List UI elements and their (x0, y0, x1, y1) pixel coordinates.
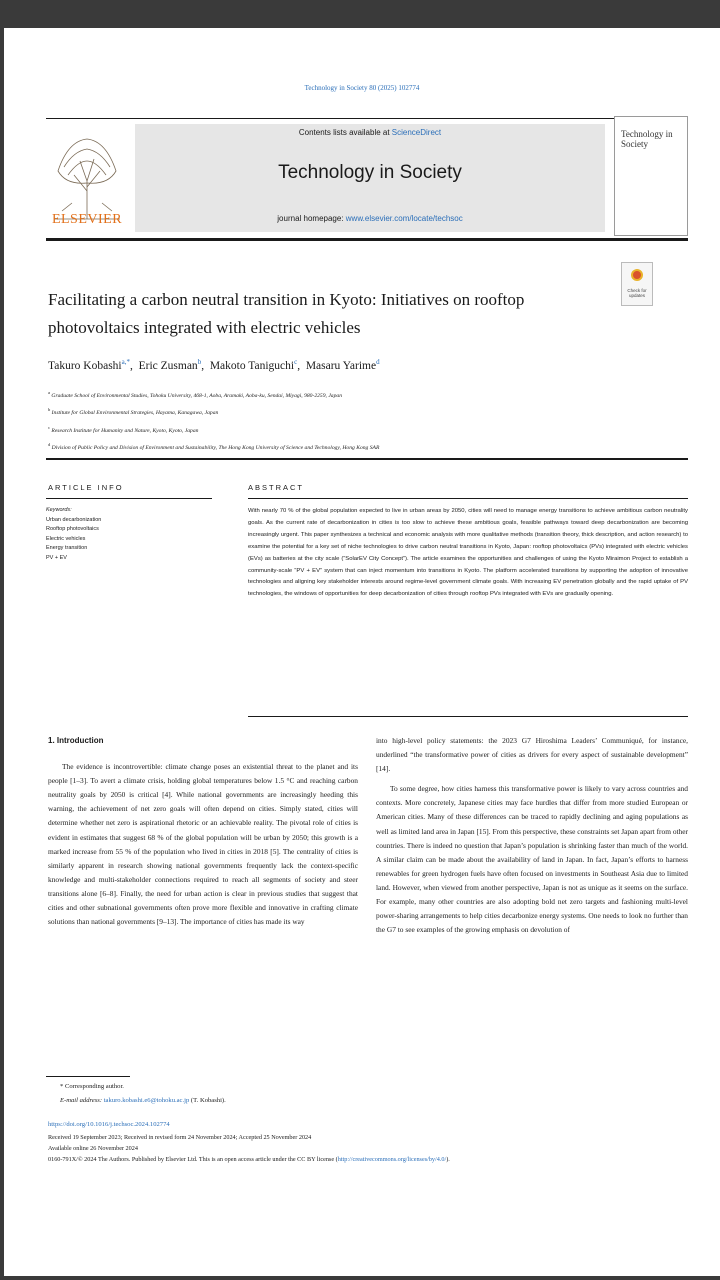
abstract-rule (248, 498, 688, 499)
viewer-bottom-bar (0, 1276, 720, 1280)
author-name: Takuro Kobashi (48, 359, 122, 372)
affiliation-rule (46, 458, 688, 460)
keyword: Electric vehicles (46, 535, 86, 542)
author-affiliation-link[interactable]: c (294, 358, 298, 366)
affiliation (48, 386, 688, 403)
footnotes (48, 1080, 688, 1165)
contents-prefix: Contents lists available at (298, 128, 392, 137)
keyword: PV + EV (46, 554, 67, 561)
available-online: Available online 26 November 2024 (48, 1145, 138, 1152)
check-updates-label: Check for updates (627, 288, 647, 298)
check-for-updates-badge[interactable] (621, 262, 653, 306)
affiliation-list (48, 386, 688, 455)
article-info-rule (46, 498, 212, 499)
keywords-box (46, 506, 212, 563)
copyright-end: ). (446, 1156, 450, 1163)
intro-right-column (376, 734, 688, 937)
received-dates: Received 19 September 2023; Received in revised form 24 November 2024; Accepted 25 November 2024 (48, 1134, 312, 1141)
email-link[interactable]: takuro.kobashi.e6@tohoku.ac.jp (103, 1097, 190, 1104)
cover-title: Technology in Society (621, 129, 673, 149)
elsevier-wordmark: ELSEVIER (51, 212, 123, 227)
email-label: E-mail address: (60, 1097, 103, 1104)
sciencedirect-link[interactable]: ScienceDirect (391, 128, 442, 137)
article-title: Facilitating a carbon neutral transition in Kyoto: Initiatives on rooftop photovoltaics integrated with electric vehicles (48, 290, 525, 337)
corresponding-note (48, 1080, 688, 1094)
affiliation-text: Research Institute for Humanity and Nature, Kyoto, Kyoto, Japan (51, 427, 199, 434)
affiliation-marker: d (48, 442, 51, 448)
intro-left-column (48, 734, 358, 929)
affiliation-text: Graduate School of Environmental Studies, Tohoku University, 468-1, Aoba, Aramaki, Aoba-ku, Sendai, Miyagi, 980-2259, Japan (51, 392, 342, 399)
author-name: Eric Zusman (138, 359, 198, 372)
keywords-label: Keywords: (46, 507, 72, 513)
affiliation (48, 421, 688, 438)
contents-line (135, 128, 605, 137)
homepage-prefix: journal homepage: (277, 214, 346, 223)
author-affiliation-link[interactable]: a,* (121, 358, 130, 366)
viewer-top-bar (0, 0, 720, 28)
journal-banner (135, 124, 605, 232)
article-info-heading: ARTICLE INFO (48, 483, 124, 492)
affiliation (48, 403, 688, 420)
keyword: Urban decarbonization (46, 516, 102, 523)
header-rule-top (46, 118, 688, 119)
author-affiliation-link[interactable]: d (376, 358, 380, 366)
license-link[interactable]: http://creativecommons.org/licenses/by/4.0/ (337, 1156, 447, 1163)
abstract-text: With nearly 70 % of the global population expected to live in urban areas by 2050, cities will need to manage energy transitions to achieve ambitious carbon neutrality goals. As the current rate of decarbonization in cities is too slow to achieve these ambitious goals, feasible pathways toward deep decarbonization are becoming increasingly urgent. This paper synthesizes a technical and economic analysis with more qualitative methods (transition theory, thick description, and action research) to examine the potential for a key set of niche technologies to drive carbon neutral transitions in Kyoto, Japan: rooftop photovoltaics (PVs) integrated with electric vehicles (EVs) as batteries at the city scale (“SolarEV City Concept”). The article examines the opportunities and challenges of using the Kyoto Miraimon Project to establish a community-scale “PV + EV” system that can inject momentum into transitions in Kyoto. The platform accelerated transitions by supporting the adoption of innovative technologies and aligning key stakeholder interests around regime-level government climate goals. With increasing EV penetration globally and the rapid uptake of PV technologies, the windows of opportunities for deep decarbonization of cities through rooftop PVs integrated with EVs are gradually opening. (248, 508, 688, 598)
homepage-line (135, 214, 605, 223)
journal-reference[interactable]: Technology in Society 80 (2025) 102774 (304, 84, 420, 92)
check-updates-icon (631, 269, 643, 281)
header-rule-bottom (46, 238, 688, 241)
email-note (48, 1094, 688, 1108)
keyword: Rooftop photovoltaics (46, 526, 99, 532)
abstract-heading: ABSTRACT (248, 483, 305, 492)
author-name: Makoto Taniguchi (209, 359, 295, 372)
document-page (4, 28, 720, 1276)
affiliation-marker: a (48, 390, 50, 395)
paragraph: The evidence is incontrovertible: climate change poses an existential threat to the planet and its people [1–3]. To avert a climate crisis, holding global temperatures below 1.5 °C and reaching carbon neutrality goals by 2050 is critical [4]. While national governments are increasingly heeding this warning, the achievement of net zero goals will often depend on cities. Simply stated, cities will determine whether net zero is aspirational rhetoric or an achievable reality. The pivotal role of cities is evident in estimates that suggest 68 % of the global population will be urban by 2050; this growth is a marked increase from 55 % of the population who lived in cities in 2018 [5]. The centrality of cities is similarly apparent in research showing national governments frequently lack the context-specific knowledge and multi-stakeholder connections required to reach all segments of society and steer transitions alone [6–8]. Finally, the need for urban action is clear in previous studies that suggest that cities and other subnational governments often prove more flexible and innovative in crafting climate solutions than national governments [9–13]. The importance of cities has made its way (48, 762, 358, 927)
author-list: Takuro Kobashi$^{a,*}$, Eric Zusman$^b$, Makoto Taniguchi$^c$, Masaru Yarime$^d$ (48, 358, 380, 372)
footnote-marker: * (60, 1083, 64, 1090)
author-name: Masaru Yarime (305, 359, 377, 372)
section-heading: 1. Introduction (48, 736, 104, 745)
paragraph: To some degree, how cities harness this transformative power is likely to vary across countries and contexts. More concretely, Japanese cities may face hurdles that differ from more studied European or American cities. Many of these differences can be traced to rapidly declining and aging populations as well as limited land area in Japan [15]. From this perspective, these constraints set Japan apart from other countries. There is indeed no question that Japan’s population is shrinking faster than much of the world. A similar claim can be made about the availability of land in Japan. In fact, Japan’s efforts to harness renewables for green hydrogen fuels have often focused on investments in Southeast Asia due to limited land. However, when viewed from another perspective, Japan is not as unique as it seems on the surface. For example, many other countries are also adopting bold net zero targets and fashioning multi-level power-sharing arrangements to help cities decarbonize energy systems. One needs to look no further than the G7 to see examples of the growing emphasis on devolution of (376, 784, 688, 935)
affiliation (48, 438, 688, 455)
journal-title: Technology in Society (278, 162, 462, 183)
copyright-text: 0160-791X/© 2024 The Authors. Published by Elsevier Ltd. This is an open access article under the CC BY license ( (48, 1156, 338, 1163)
affiliation-text: Institute for Global Environmental Strategies, Hayama, Kanagawa, Japan (51, 410, 219, 417)
affiliation-text: Division of Public Policy and Division of Environment and Sustainability, The Hong Kong University of Science and Technology, Hong Kong SAR (51, 444, 380, 451)
affiliation-marker: b (48, 407, 51, 413)
doi-link[interactable]: https://doi.org/10.1016/j.techsoc.2024.102774 (48, 1121, 170, 1128)
corresponding-text: Corresponding author. (64, 1083, 124, 1090)
email-suffix: (T. Kobashi). (190, 1097, 226, 1104)
abstract-bottom-rule (248, 716, 688, 717)
journal-homepage-link[interactable]: www.elsevier.com/locate/techsoc (345, 214, 463, 223)
paragraph: into high-level policy statements: the 2023 G7 Hiroshima Leaders’ Communiqué, for instance, underlined “the transformative power of cities as drivers for every aspect of sustainable development” [14]. (376, 736, 688, 774)
journal-cover-thumbnail (614, 116, 688, 236)
footnote-rule (46, 1076, 130, 1077)
affiliation-marker: c (48, 424, 50, 430)
keyword: Energy transition (46, 545, 88, 551)
copyright-line (48, 1154, 688, 1165)
author-affiliation-link[interactable]: b (197, 358, 202, 366)
